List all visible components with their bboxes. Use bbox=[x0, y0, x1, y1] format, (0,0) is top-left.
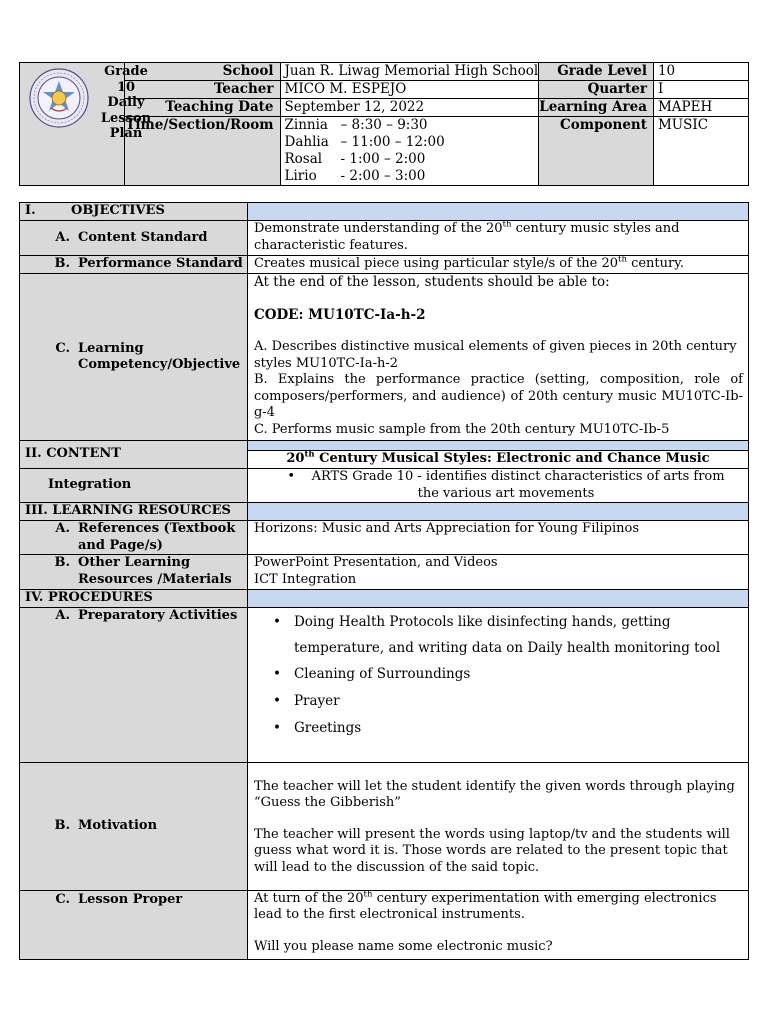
component-value: MUSIC bbox=[653, 117, 748, 186]
schedule-row: Rosal - 1:00 – 2:00 bbox=[284, 151, 426, 167]
content-title: 20th Century Musical Styles: Electronic and Chance Music bbox=[247, 451, 748, 469]
schedule-row: Lirio - 2:00 – 3:00 bbox=[284, 168, 426, 184]
teacher-label: Teacher bbox=[125, 81, 280, 99]
learning-competency-label: C. Learning Competency/Objective bbox=[20, 274, 248, 441]
list-item: • Cleaning of Surroundings bbox=[248, 661, 748, 688]
schedule-row: Dahlia – 11:00 – 12:00 bbox=[284, 134, 445, 150]
list-item: • Greetings bbox=[248, 715, 748, 742]
other-resources-label: B. Other Learning Resources /Materials bbox=[20, 555, 248, 590]
procedures-heading: IV. PROCEDURES bbox=[20, 590, 248, 608]
motivation-label: B. Motivation bbox=[20, 762, 248, 890]
references-label: A. References (Textbook and Page/s) bbox=[20, 521, 248, 555]
learning-resources-heading: III. LEARNING RESOURCES bbox=[20, 503, 248, 521]
quarter-label: Quarter bbox=[539, 81, 654, 99]
teaching-date-label: Teaching Date bbox=[125, 99, 280, 117]
header-table bbox=[19, 62, 749, 186]
school-value: Juan R. Liwag Memorial High School bbox=[280, 63, 539, 81]
component-label: Component bbox=[539, 117, 654, 186]
motivation-value: The teacher will let the student identify the given words through playing “Guess the Gibberish” The teacher will present the words using laptop/tv and the students will guess what word it is. Those words are related to the present topic that will lead to the discussion of the said topic. bbox=[247, 762, 748, 890]
list-item: • Doing Health Protocols like disinfecting hands, getting temperature, and writing data on Daily health monitoring tool bbox=[248, 609, 748, 661]
lesson-plan-table bbox=[19, 202, 749, 960]
lesson-proper-label: C. Lesson Proper bbox=[20, 890, 248, 959]
preparatory-activities-label: A. Preparatory Activities bbox=[20, 607, 248, 762]
list-item: • Prayer bbox=[248, 688, 748, 715]
content-standard-label: A. Content Standard bbox=[20, 221, 248, 256]
other-resources-value: PowerPoint Presentation, and Videos ICT Integration bbox=[247, 555, 748, 590]
competency-code: CODE: MU10TC-Ia-h-2 bbox=[253, 306, 426, 323]
plan-title: Grade 10 Daily Lesson Plan bbox=[100, 64, 152, 141]
learning-area-label: Learning Area bbox=[539, 99, 654, 117]
content-standard-value: Demonstrate understanding of the 20th century music styles and characteristic features. bbox=[247, 221, 748, 256]
learning-competency-value: At the end of the lesson, students should be able to: CODE: MU10TC-Ia-h-2 A. Describes distinctive musical elements of given pieces in 20th century styles MU10TC-Ia-h-2 B. Explains the performance practice (setting, composition, role of composers/performers, and audience) of 20th century music MU10TC-Ib-g-4 C. Performs music sample from the 20th century MU10TC-Ib-5 bbox=[247, 274, 748, 441]
content-heading: II. CONTENT bbox=[20, 441, 248, 469]
integration-label: Integration bbox=[20, 469, 248, 503]
schedule-list bbox=[280, 117, 539, 186]
schedule-row: Zinnia – 8:30 – 9:30 bbox=[284, 117, 428, 133]
deped-seal-icon bbox=[29, 68, 89, 128]
school-label: School bbox=[125, 63, 280, 81]
quarter-value: I bbox=[653, 81, 748, 99]
lesson-proper-value: At turn of the 20th century experimentation with emerging electronics lead to the first electronical instruments. Will you please name some electronic music? bbox=[247, 890, 748, 959]
preparatory-activities-list bbox=[247, 607, 748, 762]
learning-area-value: MAPEH bbox=[653, 99, 748, 117]
references-value: Horizons: Music and Arts Appreciation for Young Filipinos bbox=[247, 521, 748, 555]
performance-standard-label: B. Performance Standard bbox=[20, 256, 248, 274]
integration-value: • ARTS Grade 10 - identifies distinct characteristics of arts from the various art movements bbox=[247, 469, 748, 503]
performance-standard-value: Creates musical piece using particular style/s of the 20th century. bbox=[247, 256, 748, 274]
teaching-date-value: September 12, 2022 bbox=[280, 99, 539, 117]
grade-level-label: Grade Level bbox=[539, 63, 654, 81]
time-section-room-label: Time/Section/Room bbox=[125, 117, 280, 186]
grade-level-value: 10 bbox=[653, 63, 748, 81]
teacher-value: MICO M. ESPEJO bbox=[280, 81, 539, 99]
objectives-heading: I. OBJECTIVES bbox=[20, 203, 248, 221]
title-cell bbox=[20, 63, 152, 186]
